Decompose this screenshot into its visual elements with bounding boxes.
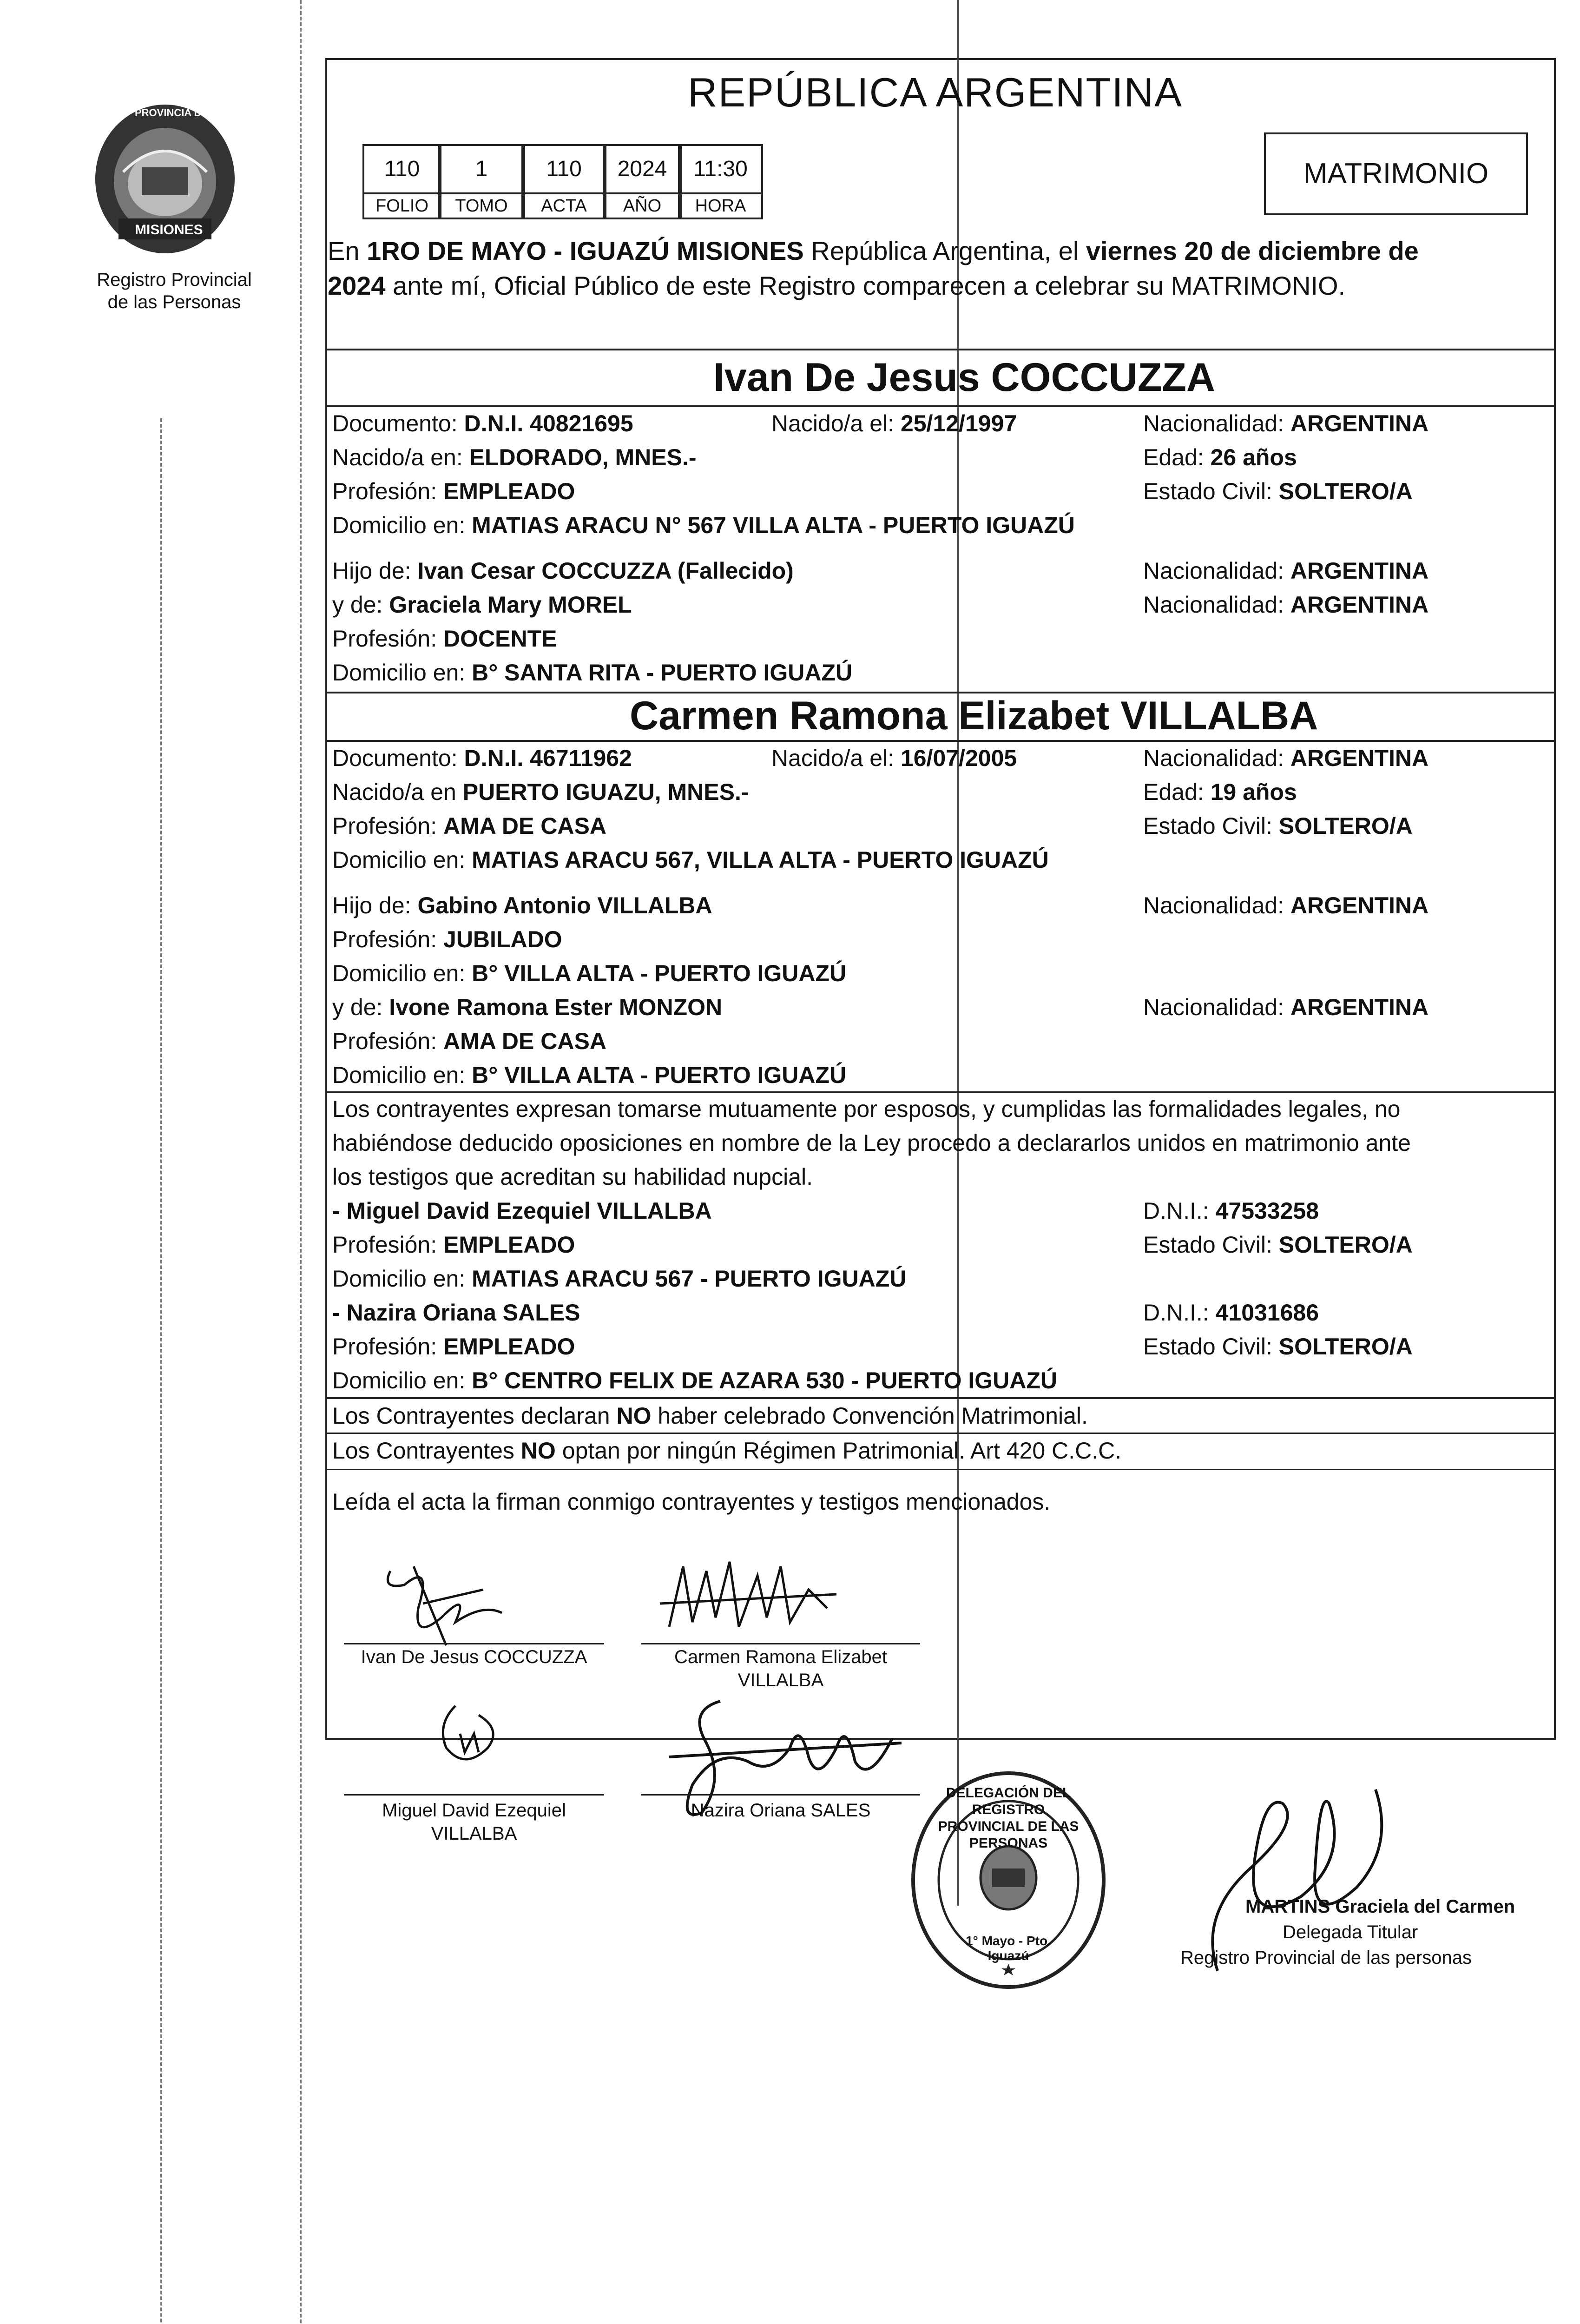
- groom-mother-nat-value: ARGENTINA: [1290, 592, 1429, 618]
- label: Profesión:: [332, 1334, 444, 1360]
- witness-1-prof-value: EMPLEADO: [443, 1232, 575, 1258]
- bride-born-in-value: PUERTO IGUAZU, MNES.-: [462, 779, 749, 805]
- signature-line: [641, 1794, 920, 1796]
- label: Hijo de:: [332, 558, 418, 584]
- tomo-label-box: [438, 192, 525, 219]
- label: Nacido/a el:: [771, 745, 901, 771]
- label: Domicilio en:: [332, 1062, 472, 1088]
- bride-address: [332, 843, 1049, 877]
- intro-text: En: [328, 236, 367, 265]
- witness-1-dni-value: 47533258: [1215, 1198, 1319, 1224]
- label: Profesión:: [332, 478, 444, 504]
- acta-label: ACTA: [541, 196, 587, 216]
- label: Nacido/a el:: [771, 410, 901, 436]
- bride-father-nationality: [1143, 889, 1429, 922]
- label: Domicilio en:: [332, 1266, 472, 1292]
- bride-born-in: [332, 775, 749, 809]
- label: Nacionalidad:: [1143, 410, 1290, 436]
- signature-line: [344, 1794, 604, 1796]
- agency-name-1: Registro Provincial: [97, 270, 252, 290]
- groom-born-on: [771, 407, 1017, 440]
- act-type-box: [1264, 132, 1528, 215]
- acta-label-box: [521, 192, 606, 219]
- hora-label: HORA: [695, 196, 746, 216]
- groom-parents-address: [332, 656, 852, 689]
- hora-value-box: [678, 144, 763, 194]
- bride-nat-value: ARGENTINA: [1290, 745, 1429, 771]
- tomo-value: 1: [475, 157, 488, 181]
- intro-place: 1RO DE MAYO - IGUAZÚ MISIONES: [367, 236, 804, 265]
- official-stamp: [906, 1766, 1111, 1994]
- witness-1-name: [332, 1194, 712, 1228]
- groom-civil-status: [1143, 475, 1413, 508]
- label: Profesión:: [332, 1028, 444, 1054]
- official-agency: Registro Provincial de las personas: [1180, 1948, 1472, 1968]
- label: Nacido/a en:: [332, 444, 469, 470]
- witness-1-signature-caption-2: VILLALBA: [431, 1823, 517, 1844]
- bride-signature: [651, 1552, 846, 1645]
- groom-doc: D.N.I. 40821695: [464, 410, 633, 436]
- regime-note: [332, 1434, 1121, 1467]
- bride-profession: [332, 809, 606, 843]
- witness-2-civil: [1143, 1330, 1413, 1363]
- witness-1-dni: [1143, 1194, 1319, 1228]
- bride-mother-nationality: [1143, 990, 1429, 1024]
- label: Estado Civil:: [1143, 1334, 1279, 1360]
- bride-mother: [332, 990, 722, 1024]
- bride-father-nat-value: ARGENTINA: [1290, 892, 1429, 918]
- witness-2-name: [332, 1296, 580, 1329]
- witness-1-addr-value: MATIAS ARACU 567 - PUERTO IGUAZÚ: [472, 1266, 907, 1292]
- groom-born-in: [332, 441, 697, 474]
- label: Domicilio en:: [332, 960, 472, 986]
- bride-civil-status: [1143, 809, 1413, 843]
- label: Domicilio en:: [332, 847, 472, 873]
- label: Documento:: [332, 745, 464, 771]
- signature-line: [344, 1643, 604, 1644]
- groom-mother-value: Graciela Mary MOREL: [389, 592, 632, 618]
- bride-father-value: Gabino Antonio VILLALBA: [417, 892, 712, 918]
- bride-father-addr-value: B° VILLA ALTA - PUERTO IGUAZÚ: [472, 960, 847, 986]
- groom-profession: [332, 475, 575, 508]
- hora-value: 11:30: [693, 157, 748, 181]
- witness-1-civil-value: SOLTERO/A: [1278, 1232, 1413, 1258]
- folio-value-box: [362, 144, 441, 194]
- intro-date: viernes 20 de diciembre de: [1086, 236, 1419, 265]
- acta-value-box: [521, 144, 606, 194]
- folio-label: FOLIO: [375, 196, 429, 216]
- convention-note: [332, 1399, 1088, 1433]
- label: Nacionalidad:: [1143, 745, 1290, 771]
- witness-1-address: [332, 1262, 906, 1295]
- bride-document: [332, 741, 632, 775]
- witness-2-civil-value: SOLTERO/A: [1278, 1334, 1413, 1360]
- intro-line-1: [328, 232, 1419, 270]
- groom-signature: [362, 1548, 558, 1655]
- bride-mother-nat-value: ARGENTINA: [1290, 994, 1429, 1020]
- logo-text-bottom: MISIONES: [135, 222, 203, 238]
- groom-parents-profession: [332, 622, 557, 655]
- ano-label-box: [603, 192, 682, 219]
- label: Profesión:: [332, 1232, 444, 1258]
- groom-signature-caption: Ivan De Jesus COCCUZZA: [361, 1647, 587, 1667]
- bride-mother-value: Ivone Ramona Ester MONZON: [389, 994, 723, 1020]
- tomo-label: TOMO: [455, 196, 508, 216]
- label: Estado Civil:: [1143, 478, 1279, 504]
- groom-father-nationality: [1143, 554, 1429, 588]
- ano-value-box: [603, 144, 682, 194]
- divider: [325, 1469, 1554, 1470]
- bride-prof-value: AMA DE CASA: [443, 813, 606, 839]
- witness-2-signature-caption: Nazira Oriana SALES: [691, 1800, 871, 1821]
- label: Estado Civil:: [1143, 1232, 1279, 1258]
- logo-text-top: PROVINCIA DE: [135, 107, 209, 119]
- agency-name-2: de las Personas: [107, 292, 241, 312]
- bride-mother-prof-value: AMA DE CASA: [443, 1028, 606, 1054]
- groom-addr-value: MATIAS ARACU N° 567 VILLA ALTA - PUERTO IGUAZÚ: [472, 512, 1075, 538]
- act-type: MATRIMONIO: [1303, 158, 1489, 190]
- witness-1-profession: [332, 1228, 575, 1261]
- bride-born-on-value: 16/07/2005: [900, 745, 1017, 771]
- folio-label-box: [362, 192, 441, 219]
- groom-parents-addr-value: B° SANTA RITA - PUERTO IGUAZÚ: [472, 660, 853, 686]
- note-no: NO: [520, 1438, 556, 1464]
- label: y de:: [332, 994, 389, 1020]
- acta-value: 110: [546, 157, 582, 181]
- bride-name-heading: Carmen Ramona Elizabet VILLALBA: [630, 693, 1318, 738]
- signature-line: [641, 1643, 920, 1644]
- intro-text: República Argentina, el: [803, 236, 1086, 265]
- label: D.N.I.:: [1143, 1198, 1216, 1224]
- groom-age-value: 26 años: [1210, 444, 1297, 470]
- label: Profesión:: [332, 626, 444, 652]
- bride-signature-caption-2: VILLALBA: [737, 1670, 824, 1690]
- margin-guide: [160, 418, 162, 2324]
- groom-mother-nationality: [1143, 588, 1429, 621]
- bride-doc: D.N.I. 46711962: [464, 745, 632, 771]
- groom-address: [332, 508, 1075, 542]
- label: D.N.I.:: [1143, 1300, 1216, 1326]
- bride-father: [332, 889, 712, 922]
- label: Edad:: [1143, 444, 1211, 470]
- groom-parents-prof-value: DOCENTE: [443, 626, 557, 652]
- intro-text: ante mí, Oficial Público de este Registro comparecen a celebrar su MATRIMONIO.: [385, 271, 1346, 300]
- witness-2-prof-value: EMPLEADO: [443, 1334, 575, 1360]
- declaration-line-2: habiéndose deducido oposiciones en nombre de la Ley procedo a declararlos unidos en matrimonio ante: [332, 1130, 1411, 1156]
- groom-name-heading: Ivan De Jesus COCCUZZA: [713, 355, 1216, 400]
- witness-2-dni-value: 41031686: [1215, 1300, 1319, 1326]
- groom-prof-value: EMPLEADO: [443, 478, 575, 504]
- groom-mother: [332, 588, 632, 621]
- witness-2-addr-value: B° CENTRO FELIX DE AZARA 530 - PUERTO IGUAZÚ: [472, 1367, 1058, 1393]
- bride-addr-value: MATIAS ARACU 567, VILLA ALTA - PUERTO IGUAZÚ: [472, 847, 1049, 873]
- groom-father: [332, 554, 794, 588]
- label: Nacionalidad:: [1143, 994, 1290, 1020]
- tomo-value-box: [438, 144, 525, 194]
- witness-1-signature-caption-1: Miguel David Ezequiel: [382, 1800, 566, 1821]
- witness-1-signature: [428, 1697, 520, 1776]
- groom-civil-value: SOLTERO/A: [1278, 478, 1413, 504]
- reading-note: Leída el acta la firman conmigo contrayentes y testigos mencionados.: [332, 1489, 1051, 1515]
- label: Domicilio en:: [332, 660, 472, 686]
- witness-2-name-value: - Nazira Oriana SALES: [332, 1300, 580, 1326]
- note-text: optan por ningún Régimen Patrimonial. Art 420 C.C.C.: [555, 1438, 1122, 1464]
- bride-father-profession: [332, 923, 562, 956]
- country-title: REPÚBLICA ARGENTINA: [688, 69, 1183, 115]
- note-text: Los Contrayentes: [332, 1438, 521, 1464]
- intro-line-2: [328, 267, 1345, 304]
- witness-2-address: [332, 1364, 1057, 1397]
- groom-nat-value: ARGENTINA: [1290, 410, 1429, 436]
- declaration-line-3: los testigos que acreditan su habilidad nupcial.: [332, 1164, 813, 1190]
- bride-mother-addr-value: B° VILLA ALTA - PUERTO IGUAZÚ: [472, 1062, 847, 1088]
- bride-mother-profession: [332, 1024, 606, 1058]
- groom-age: [1143, 441, 1297, 474]
- official-title: Delegada Titular: [1283, 1922, 1418, 1942]
- label: Hijo de:: [332, 892, 418, 918]
- note-no: NO: [616, 1403, 652, 1429]
- label: Edad:: [1143, 779, 1211, 805]
- label: Profesión:: [332, 926, 444, 952]
- folio-value: 110: [384, 157, 420, 181]
- note-text: Los Contrayentes declaran: [332, 1403, 617, 1429]
- label: Nacionalidad:: [1143, 892, 1290, 918]
- groom-father-nat-value: ARGENTINA: [1290, 558, 1429, 584]
- bride-father-prof-value: JUBILADO: [443, 926, 562, 952]
- official-name: MARTINS Graciela del Carmen: [1245, 1896, 1515, 1917]
- witness-2-profession: [332, 1330, 575, 1363]
- groom-born-in-value: ELDORADO, MNES.-: [469, 444, 697, 470]
- label: Domicilio en:: [332, 1367, 472, 1393]
- bride-father-address: [332, 957, 846, 990]
- bride-mother-address: [332, 1058, 846, 1092]
- divider: [325, 349, 1554, 350]
- groom-born-on-value: 25/12/1997: [900, 410, 1017, 436]
- intro-year: 2024: [328, 271, 386, 300]
- label: Nacido/a en: [332, 779, 463, 805]
- record-boxes: [362, 144, 813, 223]
- ano-label: AÑO: [623, 196, 662, 216]
- bride-age: [1143, 775, 1297, 809]
- label: Domicilio en:: [332, 512, 472, 538]
- bride-signature-caption-1: Carmen Ramona Elizabet: [674, 1647, 887, 1667]
- bride-civil-value: SOLTERO/A: [1278, 813, 1413, 839]
- margin-guide: [300, 0, 302, 2324]
- label: Documento:: [332, 410, 464, 436]
- label: y de:: [332, 592, 389, 618]
- label: Nacionalidad:: [1143, 592, 1290, 618]
- note-text: haber celebrado Convención Matrimonial.: [651, 1403, 1088, 1429]
- groom-document: [332, 407, 633, 440]
- bride-age-value: 19 años: [1210, 779, 1297, 805]
- agency-logo: [91, 102, 239, 256]
- groom-father-value: Ivan Cesar COCCUZZA (Fallecido): [417, 558, 794, 584]
- declaration-line-1: Los contrayentes expresan tomarse mutuamente por esposos, y cumplidas las formalidades legales, no: [332, 1096, 1401, 1122]
- label: Nacionalidad:: [1143, 558, 1290, 584]
- witness-1-civil: [1143, 1228, 1413, 1261]
- hora-label-box: [678, 192, 763, 219]
- label: Estado Civil:: [1143, 813, 1279, 839]
- groom-nationality: [1143, 407, 1429, 440]
- stamp-bottom-text: 1° Mayo - Pto. Iguazú: [966, 1934, 1051, 1963]
- stamp-ring-text: DELEGACIÓN DEL REGISTRO PROVINCIAL DE LAS PERSONAS: [938, 1785, 1079, 1851]
- label: Profesión:: [332, 813, 444, 839]
- ano-value: 2024: [617, 157, 667, 181]
- witness-1-name-value: - Miguel David Ezequiel VILLALBA: [332, 1198, 712, 1224]
- witness-2-dni: [1143, 1296, 1319, 1329]
- bride-born-on: [771, 741, 1017, 775]
- bride-nationality: [1143, 741, 1429, 775]
